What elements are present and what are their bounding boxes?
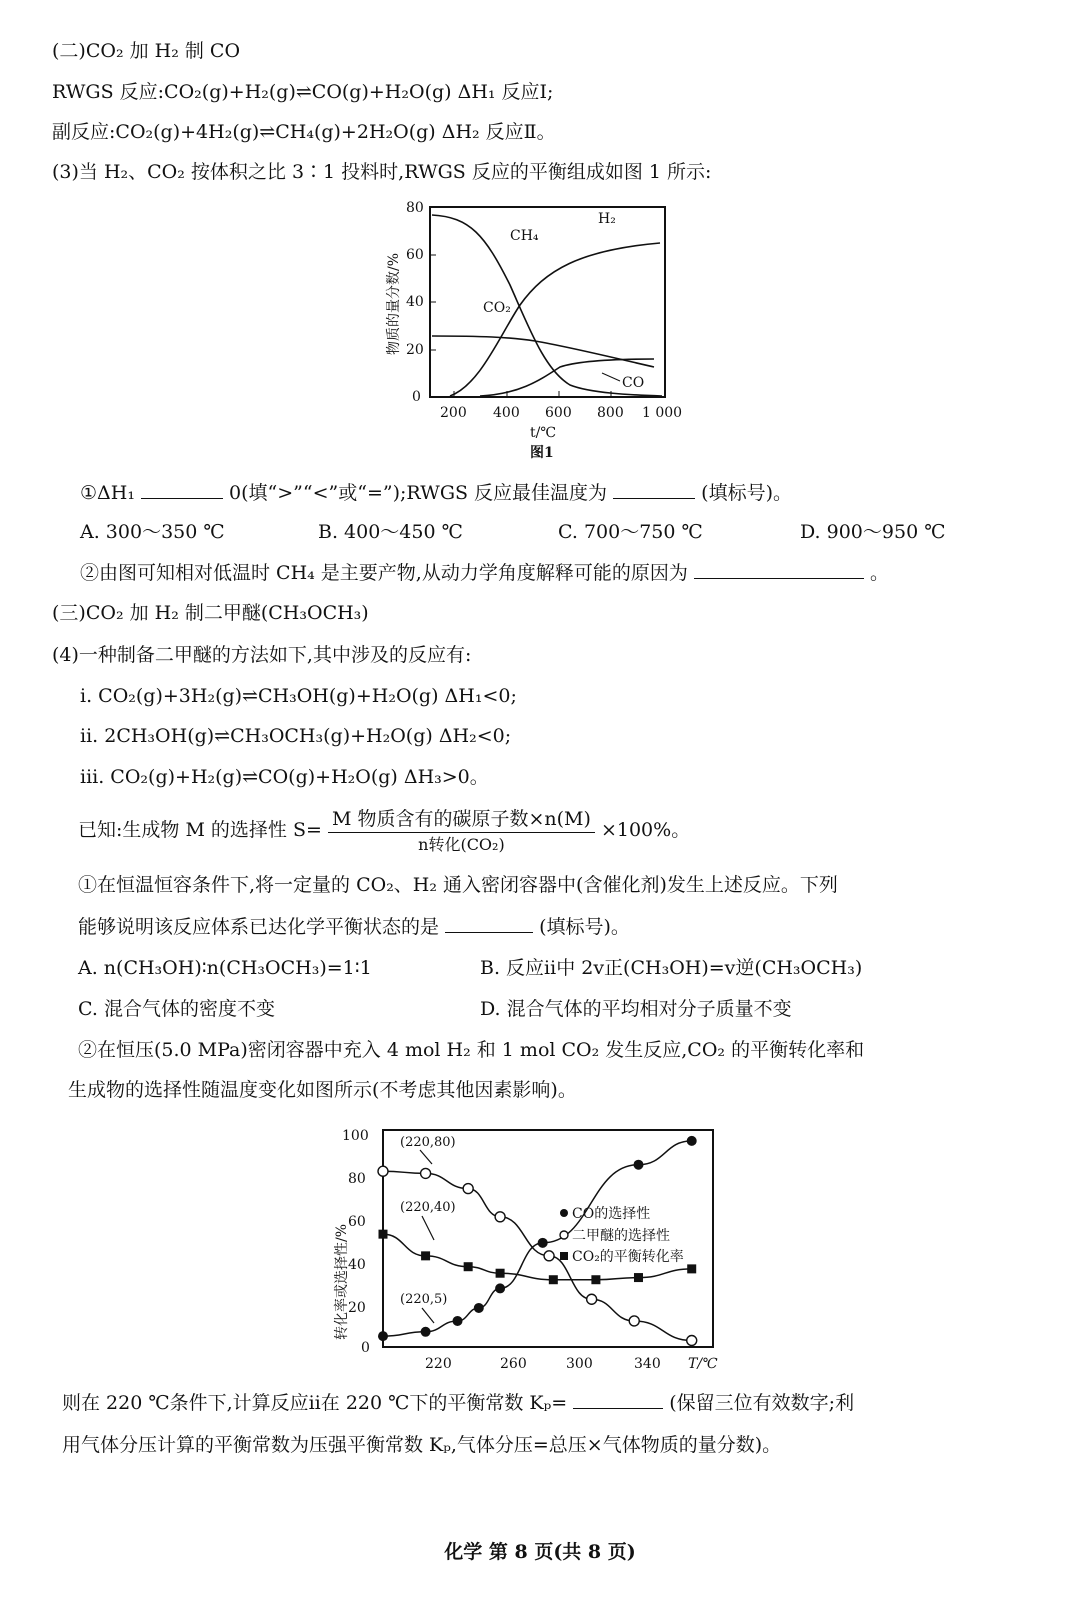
chart2-ytick-100: 100 [342, 1128, 369, 1144]
label-co2: CO₂ [483, 300, 511, 316]
option-a-ratio: A. n(CH₃OH)∶n(CH₃OCH₃)=1∶1 [78, 957, 372, 979]
data-point-s1-4 [544, 1251, 554, 1261]
data-point-s0-4 [495, 1283, 505, 1293]
fig1-xtick-800: 800 [597, 405, 624, 421]
option-b-temp: B. 400～450 ℃ [318, 521, 463, 543]
co-leader [602, 373, 620, 381]
legend-marker-co [560, 1209, 568, 1217]
legend-co-selectivity: CO的选择性 [572, 1206, 651, 1222]
data-point-s2-2 [464, 1262, 473, 1271]
fig1-frame [430, 207, 665, 397]
q3-2-end: 。 [869, 562, 889, 584]
fig1-ytick-20: 20 [406, 342, 424, 358]
option-d-molar-mass: D. 混合气体的平均相对分子质量不变 [480, 998, 792, 1020]
figure-1-svg [370, 195, 700, 465]
figure-1 [370, 195, 700, 465]
chart2-ytick-20: 20 [348, 1300, 366, 1316]
chart2-ytick-60: 60 [348, 1214, 366, 1230]
data-point-s2-5 [591, 1275, 600, 1284]
chart2-xtick-220: 220 [425, 1356, 452, 1372]
option-c-temp: C. 700～750 ℃ [558, 521, 703, 543]
chart2-xtick-260: 260 [500, 1356, 527, 1372]
fig1-xtick-400: 400 [493, 405, 520, 421]
data-point-s0-2 [453, 1316, 463, 1326]
q3-1-part-b: 0(填“>”“<”或“=”);RWGS 反应最佳温度为 [229, 482, 608, 504]
fig1-ytick-60: 60 [406, 247, 424, 263]
answer-blank-equilibrium[interactable] [445, 914, 533, 933]
selectivity-post: ×100%。 [600, 819, 691, 841]
annotation-220-40: (220,40) [400, 1200, 456, 1215]
data-point-s2-4 [549, 1275, 558, 1284]
fig1-ytick-0: 0 [412, 389, 421, 405]
fig1-ytick-80: 80 [406, 200, 424, 216]
arrow-220-40 [422, 1216, 434, 1240]
q4-2-line1: ②在恒压(5.0 MPa)密闭容器中充入 4 mol H₂ 和 1 mol CO₂ 发生反应,CO₂ 的平衡转化率和 [78, 1039, 865, 1061]
chart2-xtick-300: 300 [566, 1356, 593, 1372]
q4-3-line2: 用气体分压计算的平衡常数为压强平衡常数 Kₚ,气体分压=总压×气体物质的量分数)。 [62, 1434, 782, 1456]
q4-1-line2-a: 能够说明该反应体系已达化学平衡状态的是 [78, 916, 440, 938]
data-point-s0-0 [378, 1331, 388, 1341]
data-point-s0-7 [687, 1136, 697, 1146]
q3-1-part-a: ①ΔH₁ [80, 482, 135, 504]
reaction-i: ⅰ. CO₂(g)+3H₂(g)⇌CH₃OH(g)+H₂O(g) ΔH₁<0; [80, 685, 517, 707]
option-c-density: C. 混合气体的密度不变 [78, 998, 275, 1020]
figure-2 [328, 1118, 738, 1380]
q3-1-part-c: (填标号)。 [701, 482, 792, 504]
page-footer: 化学 第 8 页(共 8 页) [444, 1541, 636, 1563]
chart2-xlabel: T/℃ [688, 1356, 718, 1372]
selectivity-definition [78, 802, 690, 858]
option-d-temp: D. 900～950 ℃ [800, 521, 946, 543]
data-point-s0-1 [421, 1327, 431, 1337]
data-point-s1-2 [463, 1184, 473, 1194]
ch4-curve [432, 215, 662, 396]
rwgs-reaction: RWGS 反应:CO₂(g)+H₂(g)⇌CO(g)+H₂O(g) ΔH₁ 反应Ⅰ; [52, 81, 554, 103]
legend-marker-co2 [560, 1252, 568, 1260]
data-point-s2-0 [379, 1230, 388, 1239]
fig1-caption: 图1 [530, 445, 554, 461]
co2-curve [432, 336, 654, 367]
fig1-xlabel: t/℃ [530, 425, 557, 441]
data-point-s1-5 [587, 1294, 597, 1304]
arrow-220-5 [422, 1308, 434, 1323]
q4-3-part-b: (保留三位有效数字;利 [669, 1392, 855, 1414]
data-point-s1-6 [629, 1316, 639, 1326]
legend-marker-dme [560, 1231, 568, 1239]
selectivity-denominator: n转化(CO₂) [418, 834, 505, 854]
reaction-ii: ⅱ. 2CH₃OH(g)⇌CH₃OCH₃(g)+H₂O(g) ΔH₂<0; [80, 725, 512, 747]
legend-dme-selectivity: 二甲醚的选择性 [572, 1228, 670, 1244]
data-point-s1-0 [378, 1166, 388, 1176]
annotation-220-80: (220,80) [400, 1135, 456, 1150]
data-point-s0-3 [474, 1303, 484, 1313]
data-point-s2-3 [496, 1269, 505, 1278]
q3-2-line [80, 558, 889, 588]
q4-1-line2 [78, 912, 630, 942]
q3-2-text: ②由图可知相对低温时 CH₄ 是主要产物,从动力学角度解释可能的原因为 [80, 562, 688, 584]
q4-1-line1: ①在恒温恒容条件下,将一定量的 CO₂、H₂ 通入密闭容器中(含催化剂)发生上述反应。下列 [78, 874, 838, 896]
annotation-220-5: (220,5) [400, 1292, 448, 1307]
q4-1-line2-b: (填标号)。 [539, 916, 630, 938]
chart2-ylabel: 转化率或选择性/% [334, 1223, 350, 1340]
data-point-s2-6 [634, 1273, 643, 1282]
side-reaction: 副反应:CO₂(g)+4H₂(g)⇌CH₄(g)+2H₂O(g) ΔH₂ 反应Ⅱ。 [52, 121, 556, 143]
fig1-xtick-1000: 1 000 [642, 405, 683, 421]
fig1-ylabel: 物质的量分数/% [386, 252, 402, 355]
chart2-ytick-0: 0 [361, 1340, 370, 1356]
answer-blank-kp[interactable] [573, 1390, 663, 1409]
data-point-s0-6 [633, 1160, 643, 1170]
fig1-xtick-600: 600 [545, 405, 572, 421]
section2-heading: (二)CO₂ 加 H₂ 制 CO [52, 40, 241, 62]
fig1-ytick-40: 40 [406, 294, 424, 310]
answer-blank-best-temp[interactable] [613, 480, 695, 499]
selectivity-chart [328, 1118, 738, 1380]
fig1-xtick-200: 200 [440, 405, 467, 421]
label-co: CO [622, 375, 645, 391]
chart2-xtick-340: 340 [634, 1356, 661, 1372]
legend-co2-conversion: CO₂的平衡转化率 [572, 1249, 684, 1265]
reaction-iii: ⅲ. CO₂(g)+H₂(g)⇌CO(g)+H₂O(g) ΔH₃>0。 [80, 766, 489, 788]
label-h2: H₂ [598, 211, 616, 227]
option-a-temp: A. 300～350 ℃ [80, 521, 225, 543]
q3-1-line [80, 478, 792, 508]
data-point-s1-1 [421, 1168, 431, 1178]
data-point-s1-7 [687, 1335, 697, 1345]
option-b-rate: B. 反应ⅱ中 2v正(CH₃OH)=v逆(CH₃OCH₃) [480, 957, 863, 979]
selectivity-numerator: M 物质含有的碳原子数×n(M) [328, 806, 595, 833]
arrow-220-80 [420, 1150, 432, 1164]
q4-3-part-a: 则在 220 ℃条件下,计算反应ⅱ在 220 ℃下的平衡常数 Kₚ= [62, 1392, 568, 1414]
chart2-ytick-80: 80 [348, 1171, 366, 1187]
data-point-s2-1 [421, 1251, 430, 1260]
selectivity-pre: 已知:生成物 M 的选择性 S= [78, 819, 322, 841]
label-ch4: CH₄ [510, 228, 539, 244]
data-point-s1-3 [495, 1212, 505, 1222]
q4-2-line2: 生成物的选择性随温度变化如图所示(不考虑其他因素影响)。 [68, 1079, 577, 1101]
question-3: (3)当 H₂、CO₂ 按体积之比 3∶1 投料时,RWGS 反应的平衡组成如图 1 所示: [52, 161, 712, 183]
section3-heading: (三)CO₂ 加 H₂ 制二甲醚(CH₃OCH₃) [52, 602, 369, 624]
question-4: (4)一种制备二甲醚的方法如下,其中涉及的反应有: [52, 644, 472, 666]
chart2-ytick-40: 40 [348, 1257, 366, 1273]
data-point-s0-5 [538, 1238, 548, 1248]
answer-blank-dh1[interactable] [141, 480, 223, 499]
q4-3-line1 [62, 1388, 854, 1418]
data-point-s2-7 [687, 1264, 696, 1273]
selectivity-fraction [328, 806, 595, 857]
answer-blank-reason[interactable] [694, 560, 864, 579]
